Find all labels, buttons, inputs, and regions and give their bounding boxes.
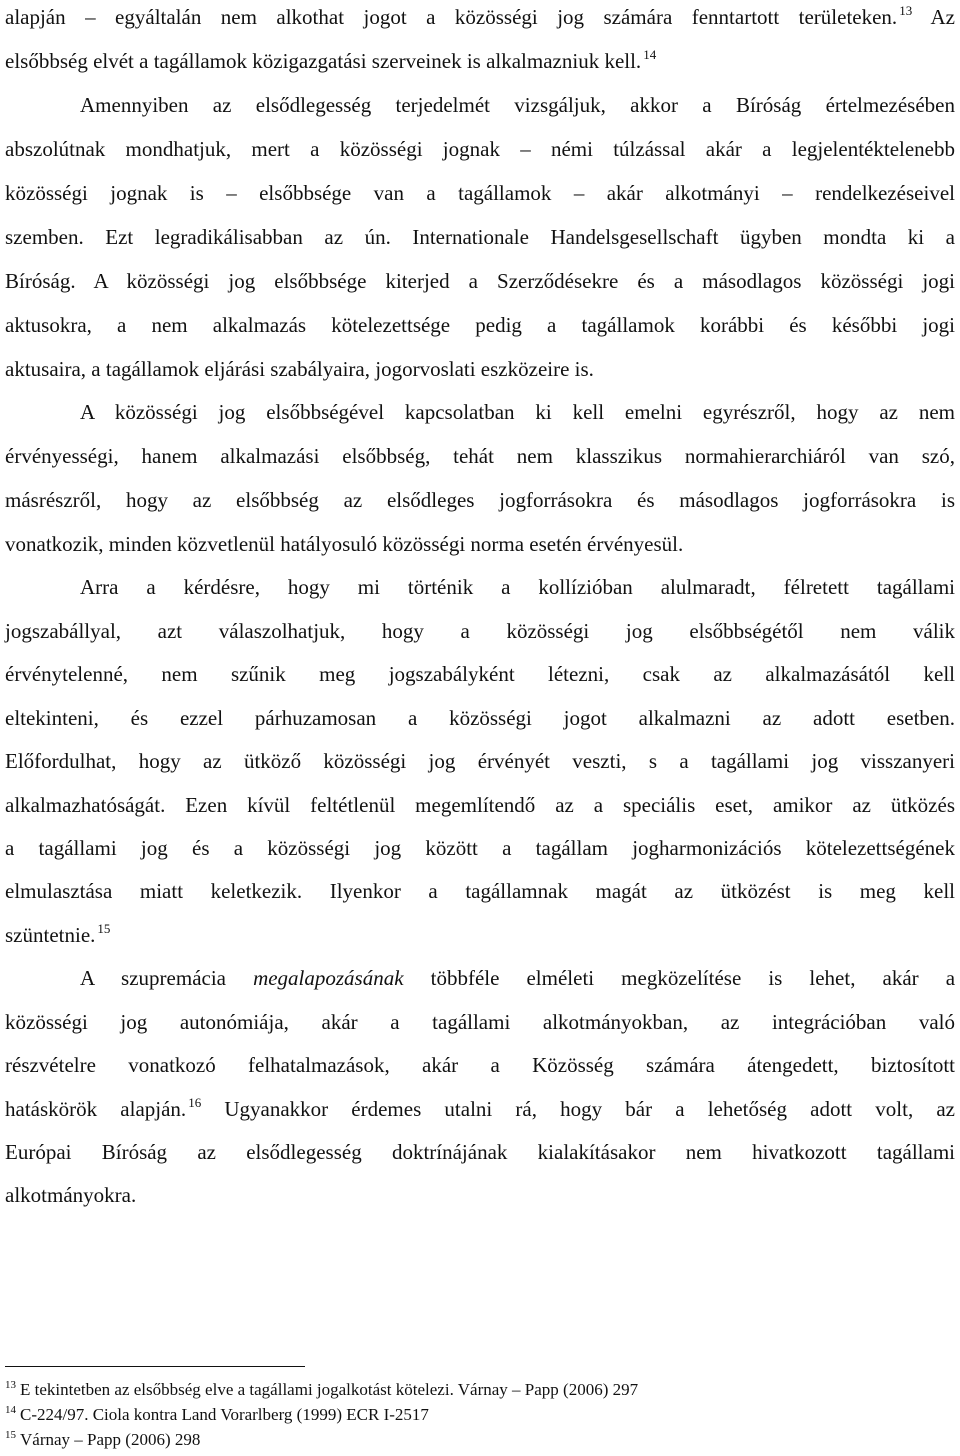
text-line: közösségi jognak is – elsőbbsége van a tagállamok – akár alkotmányi – rendelkezéseivel [5, 181, 955, 205]
text-line: elmulasztása miatt keletkezik. Ilyenkor a tagállamnak magát az ütközést is meg kell [5, 879, 955, 903]
paragraph-first-line: A közösségi jog elsőbbségével kapcsolatban ki kell emelni egyrészről, hogy az nem [80, 400, 955, 424]
line-text: Ugyanakkor érdemes utalni rá, hogy bár a lehetőség adott volt, az [224, 1097, 956, 1121]
text-line: eltekinteni, és ezzel párhuzamosan a közösségi jogot alkalmazni az adott esetben. [5, 706, 955, 730]
text-line: Bíróság. A közösségi jog elsőbbsége kiterjed a Szerződésekre és a másodlagos közösségi jogi [5, 269, 955, 293]
paragraph-first-line: Amennyiben az elsődlegesség terjedelmét vizsgáljuk, akkor a Bíróság értelmezésében [80, 93, 955, 117]
text-line: abszolútnak mondhatjuk, mert a közösségi jognak – némi túlzással akár a legjelentéktelenebb [5, 137, 955, 161]
line-text: alapján – egyáltalán nem alkothat jogot a közösségi jog számára fenntartott területeken. [5, 5, 898, 29]
text-line: érvénytelenné, nem szűnik meg jogszabályként létezni, csak az alkalmazásától kell [5, 662, 955, 686]
text-line: részvételre vonatkozó felhatalmazások, akár a Közösség számára átengedett, biztosított [5, 1053, 955, 1077]
text-line: aktusaira, a tagállamok eljárási szabályaira, jogorvoslati eszközeire is. [5, 357, 594, 381]
footnote-ref[interactable]: 15 [97, 921, 111, 936]
text-line: érvényességi, hanem alkalmazási elsőbbség, tehát nem klasszikus normahierarchiáról van szó, [5, 444, 955, 468]
line-text: hatáskörök alapján. [5, 1097, 187, 1121]
footnote-ref[interactable]: 14 [643, 47, 657, 62]
text-line: jogszabállyal, azt válaszolhatjuk, hogy a közösségi jog elsőbbségétől nem válik [5, 619, 955, 643]
text-line: vonatkozik, minden közvetlenül hatályosuló közösségi norma esetén érvényesül. [5, 532, 684, 556]
footnote-number: 14 [5, 1404, 16, 1416]
footnote [5, 1380, 638, 1402]
footnote-number: 15 [5, 1429, 16, 1441]
text-line [5, 1096, 955, 1125]
footnote-ref[interactable]: 16 [188, 1095, 202, 1110]
emphasis-text: megalapozásának [253, 966, 404, 990]
line-text: többféle elméleti megközelítése is lehet, akár a [430, 966, 956, 990]
text-line: közösségi jog autonómiája, akár a tagállami alkotmányokban, az integrációban való [5, 1010, 955, 1034]
paragraph-first-line: Arra a kérdésre, hogy mi történik a kollízióban alulmaradt, félretett tagállami [80, 575, 955, 599]
text-line: másrészről, hogy az elsőbbség az elsődleges jogforrásokra és másodlagos jogforrásokra is [5, 488, 955, 512]
text-line [5, 4, 955, 33]
footnote-text: E tekintetben az elsőbbség elve a tagállami jogalkotást kötelezi. Várnay – Papp (2006) 297 [20, 1380, 639, 1399]
footnote-divider [5, 1366, 305, 1367]
line-text: Az [930, 5, 955, 29]
footnote [5, 1430, 200, 1452]
text-line: alkalmazhatóságát. Ezen kívül feltétlenül megemlítendő az a speciális eset, amikor az ütközés [5, 793, 955, 817]
footnote-text: C-224/97. Ciola kontra Land Vorarlberg (1999) ECR I-2517 [20, 1405, 429, 1424]
text-line [5, 48, 955, 77]
footnote [5, 1405, 429, 1427]
text-line: a tagállami jog és a közösségi jog között a tagállam jogharmonizációs kötelezettségének [5, 836, 955, 860]
line-text: elsőbbség elvét a tagállamok közigazgatási szerveinek is alkalmazniuk kell. [5, 49, 642, 73]
text-line: alkotmányokra. [5, 1183, 137, 1207]
footnote-ref[interactable]: 13 [899, 3, 913, 18]
line-text: szüntetnie. [5, 923, 96, 947]
text-line: Európai Bíróság az elsődlegesség doktrínájának kialakításakor nem hivatkozott tagállami [5, 1140, 955, 1164]
line-text: A szupremácia [80, 966, 226, 990]
paragraph-first-line [80, 965, 955, 991]
text-line: Előfordulhat, hogy az ütköző közösségi jog érvényét veszti, s a tagállami jog visszanyeri [5, 749, 955, 773]
text-line [5, 922, 955, 951]
footnote-text: Várnay – Papp (2006) 298 [20, 1430, 201, 1449]
text-line: aktusokra, a nem alkalmazás kötelezettsége pedig a tagállamok korábbi és későbbi jogi [5, 313, 955, 337]
text-line: szemben. Ezt legradikálisabban az ún. Internationale Handelsgesellschaft ügyben mondta ki a [5, 225, 955, 249]
footnote-number: 13 [5, 1379, 16, 1391]
